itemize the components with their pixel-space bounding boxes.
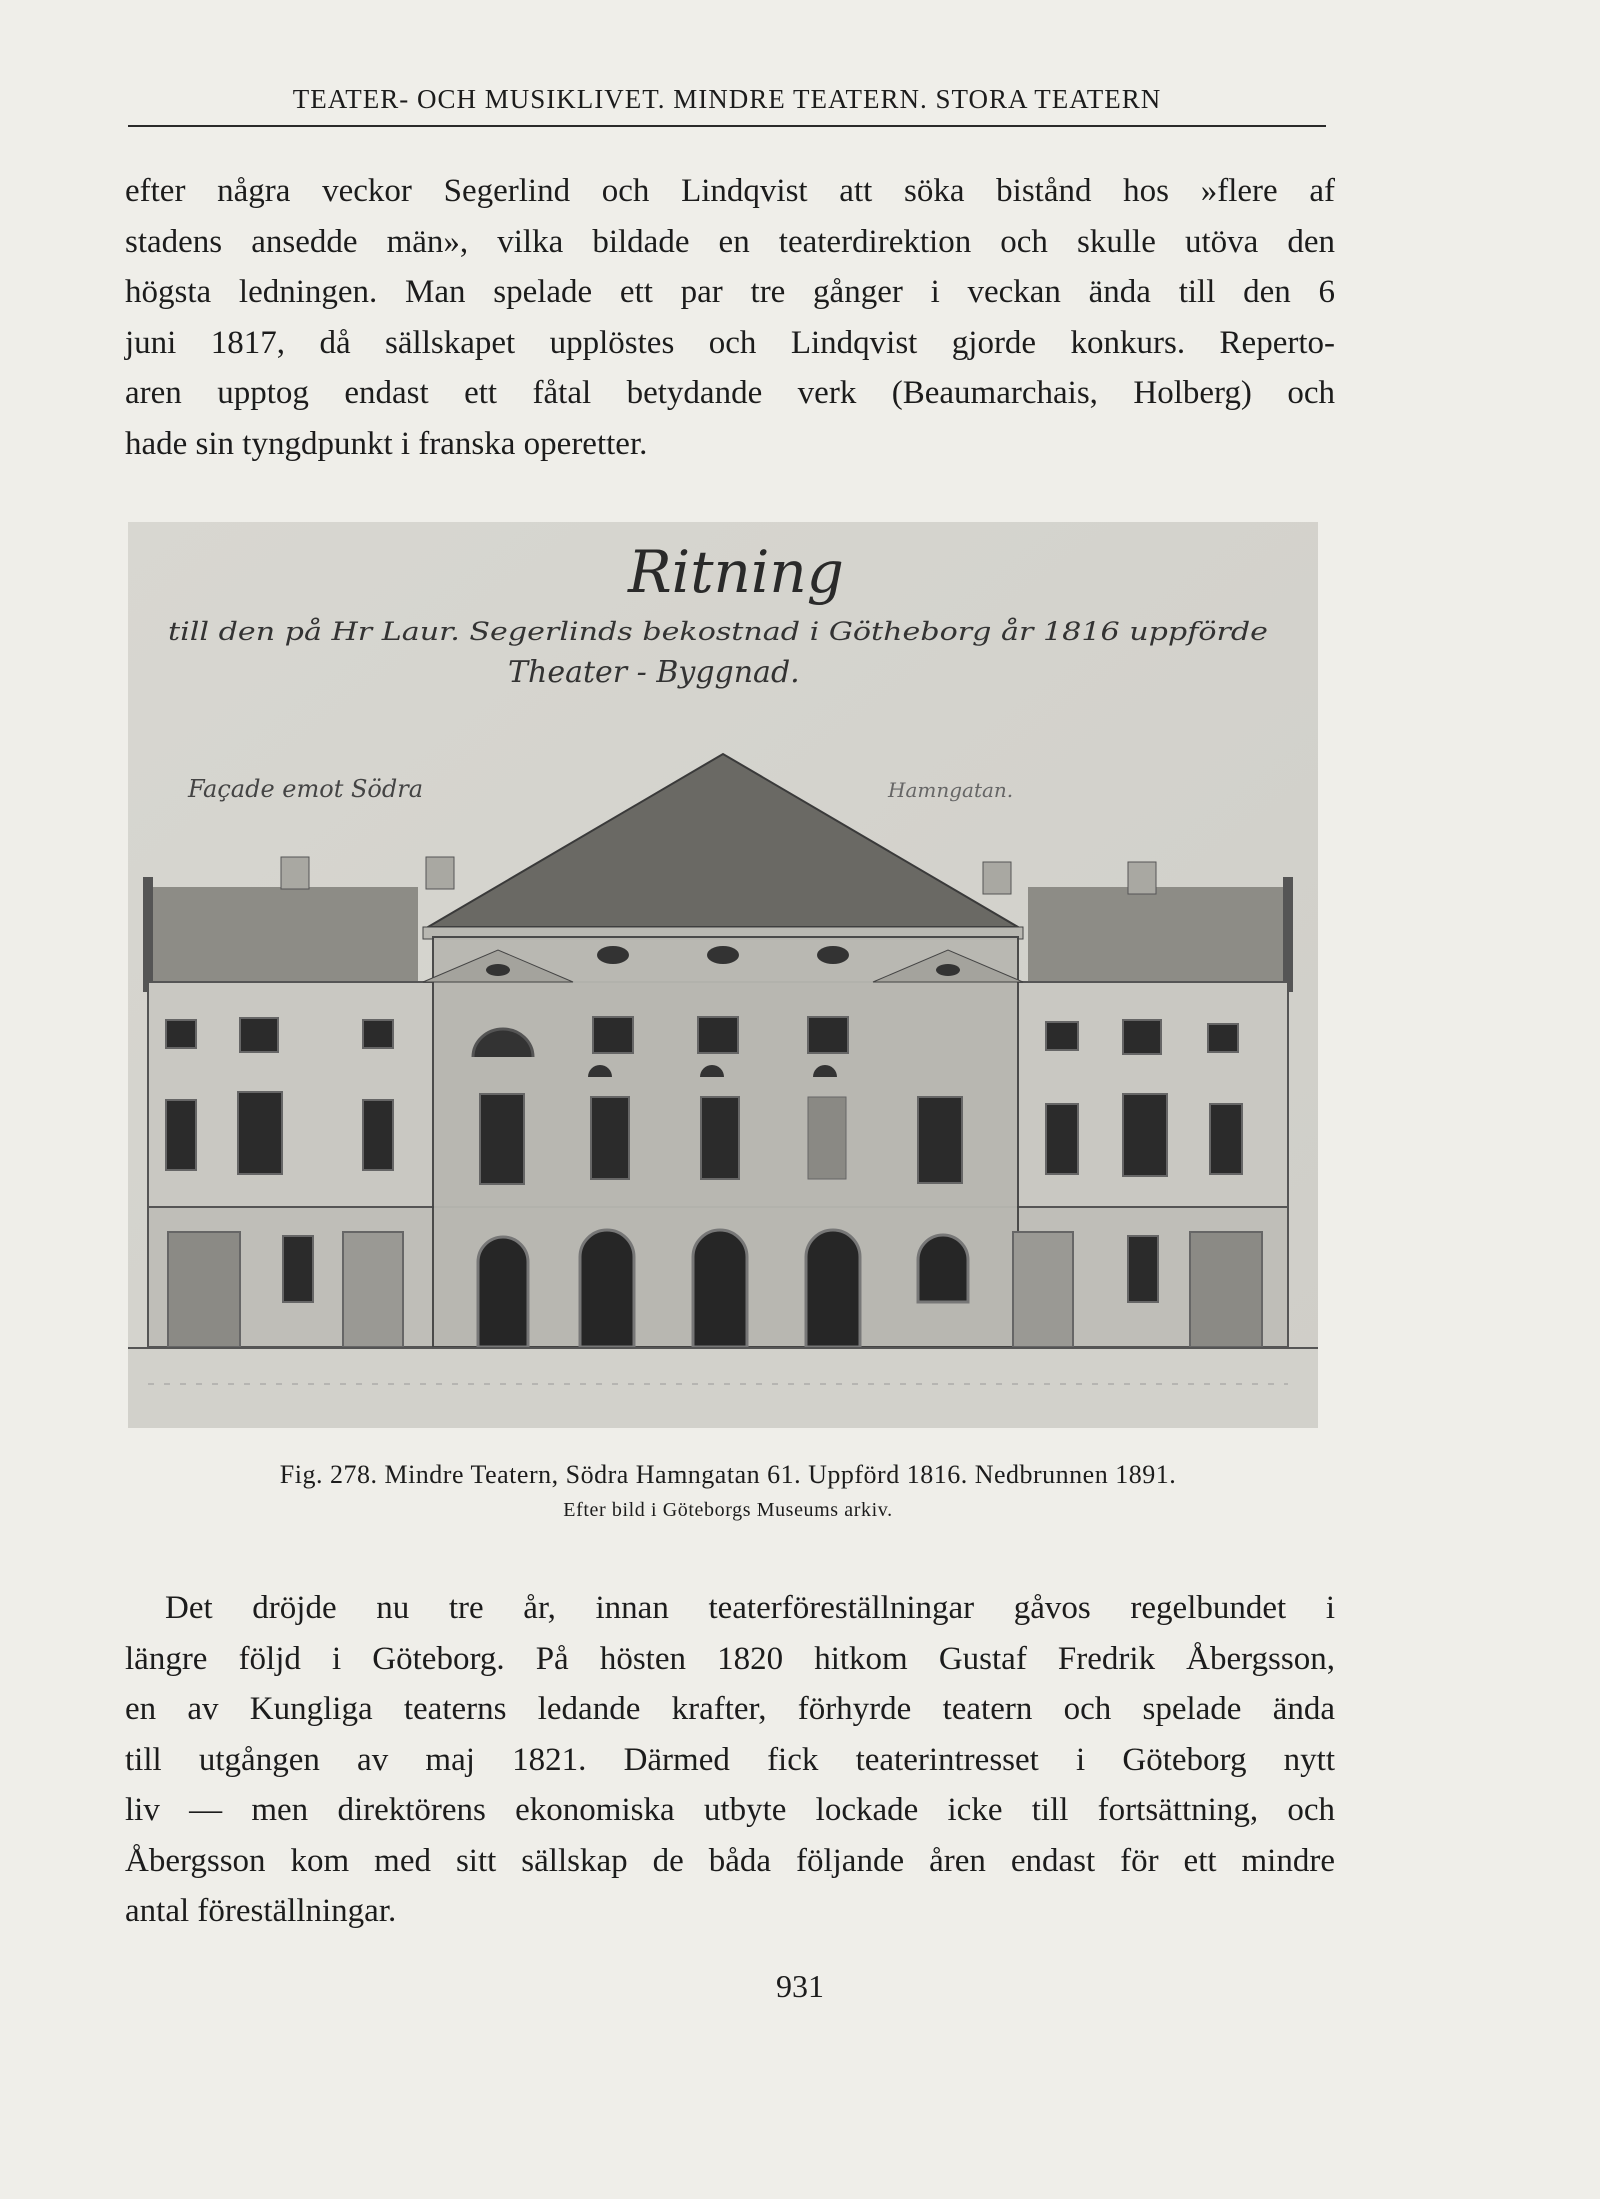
text-line: högsta ledningen. Man spelade ett par tre gånger i veckan ända till den 6: [125, 274, 1335, 310]
text-line: till utgången av maj 1821. Därmed fick teaterintresset i Göteborg nytt: [125, 1741, 1335, 1778]
text-line: stadens ansedde män», vilka bildade en teaterdirektion och skulle utöva den: [125, 223, 1335, 260]
paragraph-bottom: [125, 1583, 1335, 1937]
text-line: en av Kungliga teaterns ledande krafter, förhyrde teatern och spelade ända: [125, 1691, 1335, 1727]
text-line: aren upptog endast ett fåtal betydande verk (Beaumarchais, Holberg) och: [125, 375, 1335, 411]
text-line: antal föreställningar.: [125, 1893, 397, 1929]
script-title: Ritning: [628, 538, 844, 606]
text-line: längre följd i Göteborg. På hösten 1820 hitkom Gustaf Fredrik Åbergsson,: [125, 1640, 1335, 1677]
text-line: Åbergsson kom med sitt sällskap de båda följande åren endast för ett mindre: [125, 1842, 1335, 1879]
figure-credit: Efter bild i Göteborgs Museums arkiv.: [563, 1499, 893, 1521]
theater-facade-drawing: [128, 522, 1318, 1428]
text-line: liv — men direktörens ekonomiska utbyte lockade icke till fortsättning, och: [125, 1792, 1335, 1828]
paragraph-top: [125, 166, 1335, 469]
facade-illustration: [128, 522, 1318, 1428]
script-label-left: Façade emot Södra: [188, 775, 423, 803]
script-line: Theater - Byggnad.: [508, 655, 800, 690]
figure-caption: Fig. 278. Mindre Teatern, Södra Hamngatan 61. Uppförd 1816. Nedbrunnen 1891.: [279, 1460, 1177, 1489]
script-line: till den på Hr Laur. Segerlinds bekostnad i Götheborg år 1816 uppförde: [168, 617, 1268, 646]
page-number: 931: [776, 1968, 824, 2004]
script-label-right: Hamngatan.: [888, 778, 1014, 802]
text-line: juni 1817, då sällskapet upplöstes och Lindqvist gjorde konkurs. Reperto-: [125, 324, 1335, 361]
running-header: TEATER- OCH MUSIKLIVET. MINDRE TEATERN. STORA TEATERN: [128, 84, 1326, 127]
text-line: Det dröjde nu tre år, innan teaterföreställningar gåvos regelbundet i: [165, 1590, 1335, 1626]
text-line: hade sin tyngdpunkt i franska operetter.: [125, 425, 648, 462]
text-line: efter några veckor Segerlind och Lindqvist att söka bistånd hos »flere af: [125, 173, 1335, 209]
